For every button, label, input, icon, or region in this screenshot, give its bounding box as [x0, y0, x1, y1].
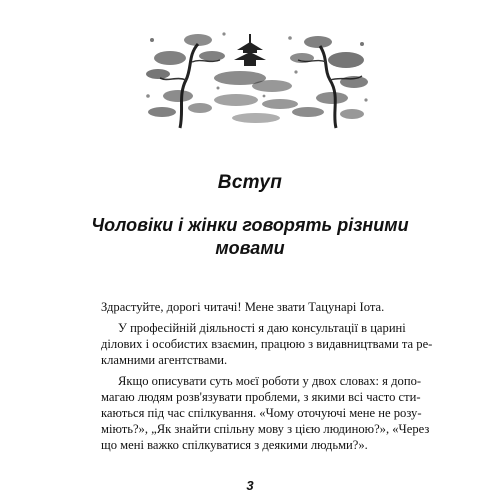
paragraph-line: міють?», „Як знайти спільну мову з цією людиною?», «Через — [101, 422, 430, 436]
ink-landscape-pagoda-icon — [140, 0, 370, 132]
paragraph-line: ділових і особистих взаємин, працюю з видавництвами та ре- — [101, 337, 433, 351]
paragraph-line: що мені важко спілкуватися з деякими людьми?». — [101, 438, 368, 452]
paragraph-line: Здрастуйте, дорогі читачі! Мене звати Тацунарі Іота. — [101, 300, 385, 314]
paragraph-line: У професійній діяльності я даю консультації в царині — [118, 321, 406, 335]
chapter-title: Вступ — [217, 172, 283, 193]
paragraph — [101, 373, 430, 453]
paragraph-line: Якщо описувати суть моєї роботи у двох словах: я допо- — [118, 374, 422, 388]
paragraph — [101, 320, 433, 368]
paragraph-line: магаю людям розв'язувати проблеми, з якими всі часто сти- — [101, 390, 421, 404]
body-text — [101, 299, 433, 453]
paragraph — [101, 299, 404, 315]
paragraph-line: каються під час спілкування. «Чому оточуючі мене не розу- — [101, 406, 422, 420]
section-title-line: Чоловіки і жінки говорять різними — [91, 215, 409, 235]
page-number: 3 — [246, 478, 254, 493]
section-title-line: мовами — [215, 238, 285, 258]
paragraph-line: кламними агентствами. — [101, 353, 228, 367]
section-title — [0, 214, 500, 260]
header-illustration — [140, 0, 370, 132]
